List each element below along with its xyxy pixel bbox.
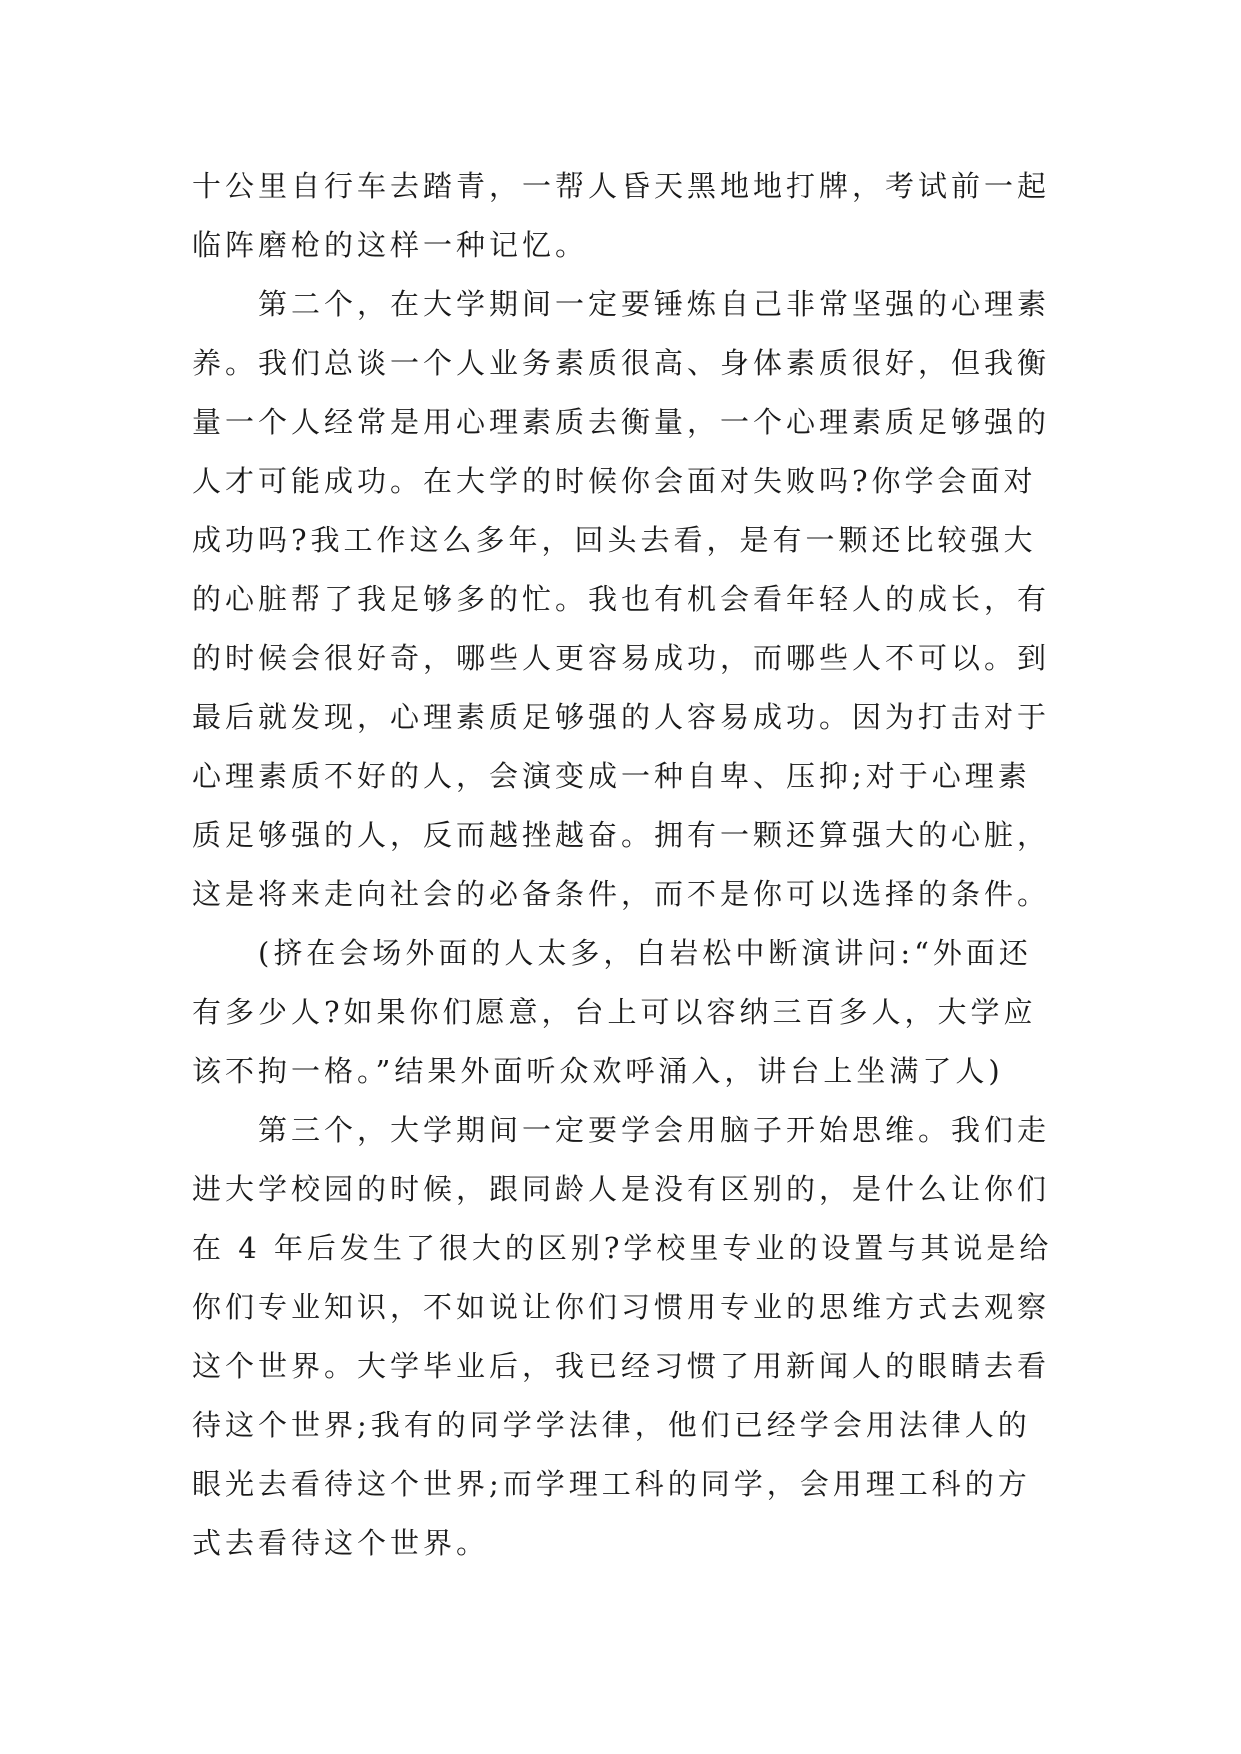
text-line: 人才可能成功。在大学的时候你会面对失败吗?你学会面对: [192, 464, 1037, 498]
text-line: 最后就发现，心理素质足够强的人容易成功。因为打击对于: [192, 700, 1051, 734]
text-line: 眼光去看待这个世界;而学理工科的同学，会用理工科的方: [192, 1467, 1031, 1501]
text-line: 的时候会很好奇，哪些人更容易成功，而哪些人不可以。到: [192, 641, 1051, 675]
body-text: [192, 157, 1066, 1573]
text-line: (挤在会场外面的人太多，白岩松中断演讲问:“外面还: [192, 936, 1032, 970]
text-line: 临阵磨枪的这样一种记忆。: [192, 228, 589, 262]
text-line: 第三个，大学期间一定要学会用脑子开始思维。我们走: [192, 1113, 1051, 1147]
text-line: 心理素质不好的人，会演变成一种自卑、压抑;对于心理素: [192, 759, 1031, 793]
text-line: 在 4 年后发生了很大的区别?学校里专业的设置与其说是给: [192, 1231, 1053, 1265]
text-line: 待这个世界;我有的同学学法律，他们已经学会用法律人的: [192, 1408, 1031, 1442]
text-line: 量一个人经常是用心理素质去衡量，一个心理素质足够强的: [192, 405, 1051, 439]
text-line: 式去看待这个世界。: [192, 1526, 490, 1560]
text-line: 进大学校园的时候，跟同龄人是没有区别的，是什么让你们: [192, 1172, 1051, 1206]
text-line: 你们专业知识，不如说让你们习惯用专业的思维方式去观察: [192, 1290, 1051, 1324]
text-line: 有多少人?如果你们愿意，台上可以容纳三百多人，大学应: [192, 995, 1037, 1029]
text-line: 的心脏帮了我足够多的忙。我也有机会看年轻人的成长，有: [192, 582, 1051, 616]
text-line: 养。我们总谈一个人业务素质很高、身体素质很好，但我衡: [192, 346, 1051, 380]
text-line: 第二个，在大学期间一定要锤炼自己非常坚强的心理素: [192, 287, 1051, 321]
text-line: 这个世界。大学毕业后，我已经习惯了用新闻人的眼睛去看: [192, 1349, 1051, 1383]
text-line: 这是将来走向社会的必备条件，而不是你可以选择的条件。: [192, 877, 1051, 911]
text-line: 成功吗?我工作这么多年，回头去看，是有一颗还比较强大: [192, 523, 1037, 557]
text-line: 十公里自行车去踏青，一帮人昏天黑地地打牌，考试前一起: [192, 169, 1051, 203]
text-line: 该不拘一格。”结果外面听众欢呼涌入，讲台上坐满了人): [192, 1054, 1004, 1088]
text-line: 质足够强的人，反而越挫越奋。拥有一颗还算强大的心脏，: [192, 818, 1051, 852]
